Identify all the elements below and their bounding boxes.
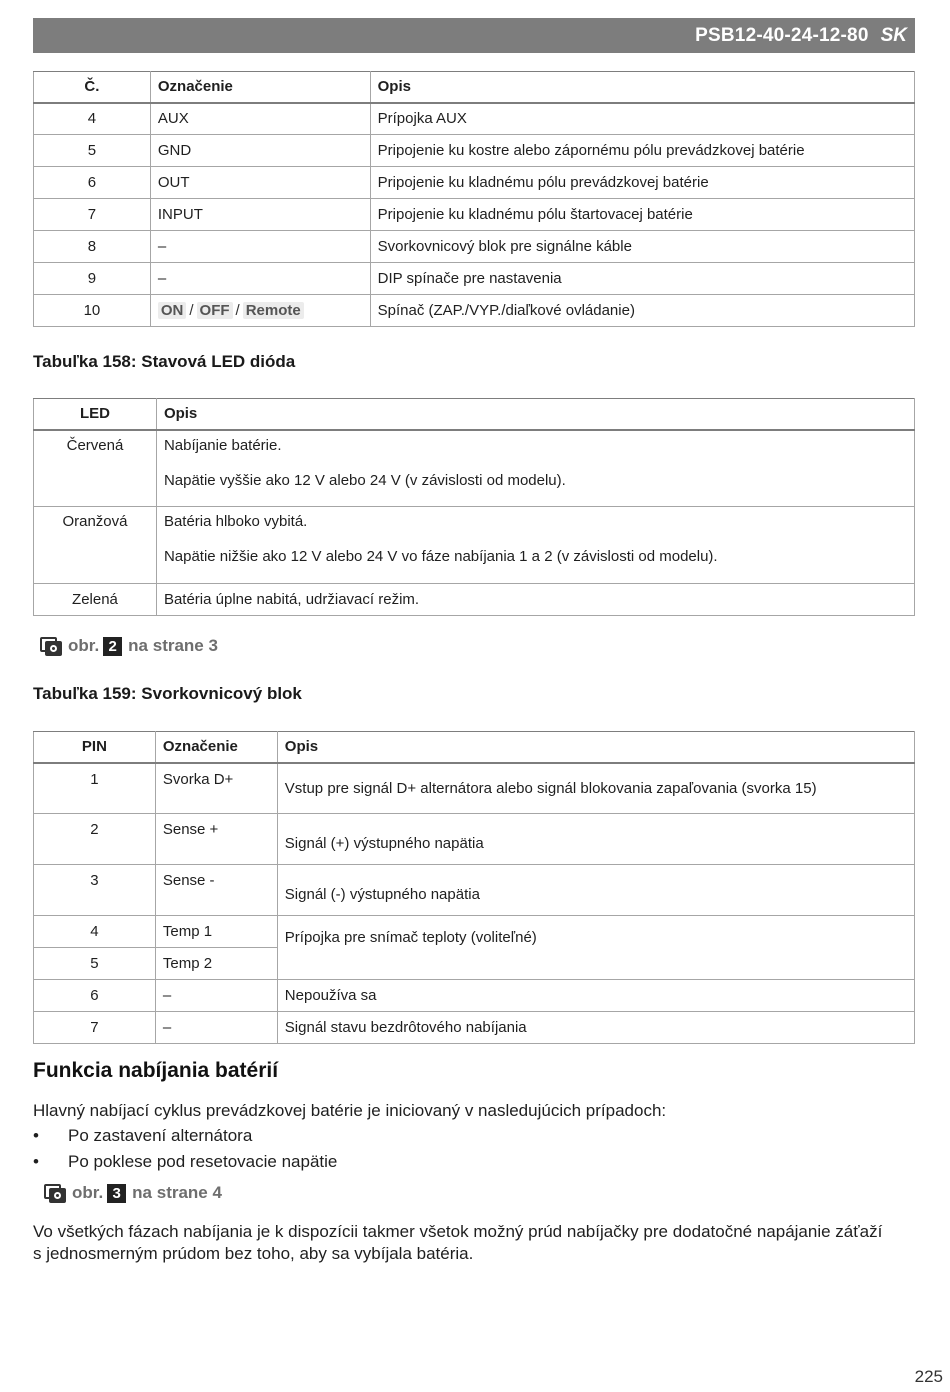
bullet-marker: • [33, 1152, 39, 1171]
row-label: OUT [150, 167, 370, 199]
separator: / [189, 302, 194, 319]
row-desc: Vstup pre signál D+ alternátora alebo signál blokovania zapaľovania (svorka 15) [277, 763, 914, 814]
column-header-no: Č. [34, 72, 151, 103]
table-header-row [34, 732, 915, 763]
figure-prefix: obr. [68, 636, 100, 655]
desc-line: Napätie vyššie ako 12 V alebo 24 V (v závislosti od modelu). [163, 471, 566, 489]
camera-icon [44, 1184, 66, 1203]
section-paragraph-line: Vo všetkých fázach nabíjania je k dispozícii takmer všetok možný prúd nabíjačky pre dodatočné napájanie záťaží [33, 1222, 883, 1241]
column-header-desc: Opis [156, 399, 914, 430]
figure-number: 2 [103, 637, 122, 656]
table-row [34, 1012, 915, 1044]
row-no: 10 [34, 295, 151, 327]
row-desc: Svorkovnicový blok pre signálne káble [370, 231, 914, 263]
table-row [34, 430, 915, 507]
row-pin: 5 [34, 948, 156, 980]
table-row [34, 231, 915, 263]
row-desc: Pripojenie ku kostre alebo zápornému pólu prevádzkovej batérie [370, 135, 914, 167]
row-desc: Pripojenie ku kladnému pólu štartovacej batérie [370, 199, 914, 231]
connections-table [33, 71, 915, 327]
switch-remote-label: Remote [243, 302, 304, 319]
row-pin: 3 [34, 865, 156, 916]
row-label: Temp 1 [155, 916, 277, 948]
row-desc: Prípojka pre snímač teploty (voliteľné) [277, 916, 914, 980]
figure-number: 3 [107, 1184, 126, 1203]
list-item-text: Po poklese pod resetovacie napätie [68, 1152, 338, 1171]
row-no: 8 [34, 231, 151, 263]
row-pin: 2 [34, 814, 156, 865]
table-row [34, 980, 915, 1012]
table-row [34, 763, 915, 814]
column-header-led: LED [34, 399, 157, 430]
table-row [34, 263, 915, 295]
row-label: GND [150, 135, 370, 167]
desc-line: Nabíjanie batérie. [163, 436, 282, 454]
table-158-caption: Tabuľka 158: Stavová LED dióda [33, 352, 296, 371]
row-desc: Signál (-) výstupného napätia [277, 865, 914, 916]
table-row [34, 916, 915, 948]
list-item [33, 1152, 337, 1172]
camera-icon [40, 637, 62, 656]
led-status-table [33, 398, 915, 616]
table-row [34, 865, 915, 916]
row-no: 7 [34, 199, 151, 231]
bullet-marker: • [33, 1126, 39, 1145]
row-label: – [155, 980, 277, 1012]
row-label: Svorka D+ [155, 763, 277, 814]
table-header-row [34, 399, 915, 430]
row-no: 4 [34, 103, 151, 135]
row-desc: Nepoužíva sa [277, 980, 914, 1012]
section-intro: Hlavný nabíjací cyklus prevádzkovej batérie je iniciovaný v nasledujúcich prípadoch: [33, 1101, 667, 1120]
table-row [34, 167, 915, 199]
list-item-text: Po zastavení alternátora [68, 1126, 253, 1145]
row-label: – [150, 263, 370, 295]
column-header-pin: PIN [34, 732, 156, 763]
row-no: 6 [34, 167, 151, 199]
row-desc: Signál stavu bezdrôtového nabíjania [277, 1012, 914, 1044]
column-header-label: Označenie [150, 72, 370, 103]
row-desc: Signál (+) výstupného napätia [277, 814, 914, 865]
led-color: Zelená [34, 584, 157, 616]
row-desc: Prípojka AUX [370, 103, 914, 135]
model-name: PSB12-40-24-12-80 [695, 24, 869, 46]
row-no: 9 [34, 263, 151, 295]
row-label: – [150, 231, 370, 263]
table-row [34, 814, 915, 865]
table-159-caption: Tabuľka 159: Svorkovnicový blok [33, 684, 302, 703]
row-label: Temp 2 [155, 948, 277, 980]
column-header-desc: Opis [370, 72, 914, 103]
row-label: Sense - [155, 865, 277, 916]
header-bar [33, 18, 915, 53]
figure-reference[interactable] [40, 636, 218, 656]
desc-line: Napätie nižšie ako 12 V alebo 24 V vo fáze nabíjania 1 a 2 (v závislosti od modelu). [163, 548, 718, 565]
table-header-row [34, 72, 915, 103]
row-pin: 4 [34, 916, 156, 948]
led-desc: Batéria úplne nabitá, udržiavací režim. [156, 584, 914, 616]
section-title: Funkcia nabíjania batérií [33, 1059, 279, 1082]
table-row [34, 103, 915, 135]
figure-suffix: na strane 3 [128, 636, 218, 655]
figure-suffix: na strane 4 [132, 1183, 222, 1202]
figure-prefix: obr. [72, 1183, 104, 1202]
section-paragraph-line: s jednosmerným prúdom bez toho, aby sa vybíjala batéria. [33, 1244, 474, 1263]
row-label: AUX [150, 103, 370, 135]
table-row [34, 295, 915, 327]
row-no: 5 [34, 135, 151, 167]
language-code: SK [880, 24, 907, 46]
table-row [34, 507, 915, 584]
table-row [34, 135, 915, 167]
row-label-switch [150, 295, 370, 327]
row-desc: DIP spínače pre nastavenia [370, 263, 914, 295]
led-desc [156, 507, 914, 584]
row-label: Sense + [155, 814, 277, 865]
figure-reference[interactable] [44, 1183, 222, 1203]
column-header-desc: Opis [277, 732, 914, 763]
row-label: INPUT [150, 199, 370, 231]
row-pin: 7 [34, 1012, 156, 1044]
row-pin: 1 [34, 763, 156, 814]
table-row [34, 199, 915, 231]
switch-on-label: ON [158, 302, 187, 319]
row-pin: 6 [34, 980, 156, 1012]
terminal-block-table [33, 731, 915, 1044]
row-label: – [155, 1012, 277, 1044]
separator: / [235, 302, 240, 319]
table-row [34, 584, 915, 616]
column-header-label: Označenie [155, 732, 277, 763]
led-color: Červená [34, 430, 157, 507]
led-color: Oranžová [34, 507, 157, 584]
desc-line: Batéria hlboko vybitá. [163, 513, 308, 530]
row-desc: Spínač (ZAP./VYP./diaľkové ovládanie) [370, 295, 914, 327]
row-desc: Pripojenie ku kladnému pólu prevádzkovej batérie [370, 167, 914, 199]
list-item [33, 1126, 252, 1146]
led-desc [156, 430, 914, 507]
page-number: 225 [914, 1367, 943, 1386]
switch-off-label: OFF [197, 302, 233, 319]
